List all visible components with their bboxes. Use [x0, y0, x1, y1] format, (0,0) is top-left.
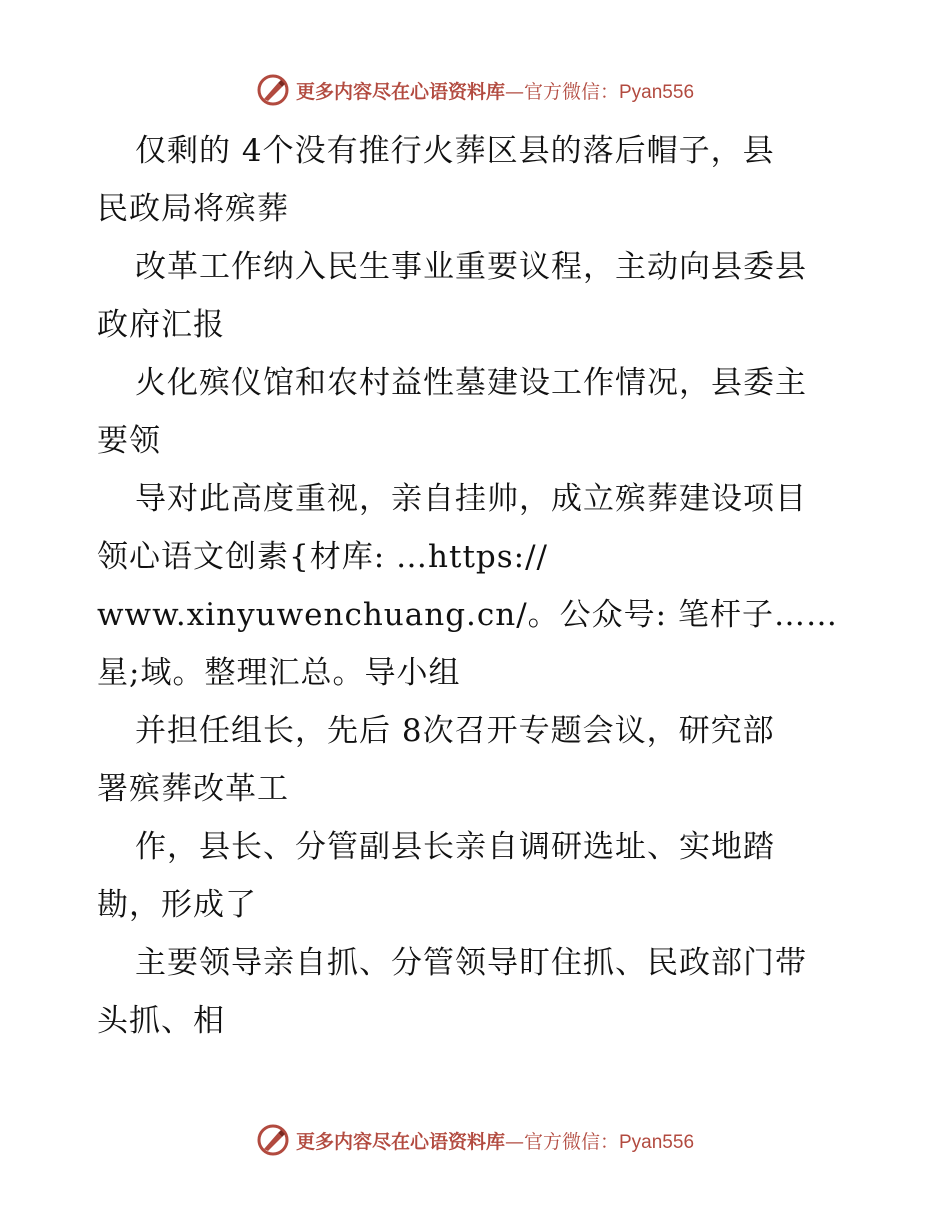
body-line: 勘，形成了: [97, 887, 257, 923]
body-line: www.xinyuwenchuang.cn/。公众号: 笔杆子……: [97, 597, 838, 633]
body-line: 头抓、相: [97, 1003, 225, 1039]
body-line: 领心语文创素{材库: …https://: [97, 539, 548, 575]
footer-banner-text: [296, 1127, 694, 1154]
body-line: 火化殡仪馆和农村益性墓建设工作情况，县委主: [135, 365, 807, 401]
header-banner: [0, 70, 950, 110]
header-wechat-label: 官方微信：: [523, 80, 619, 103]
body-line: 主要领导亲自抓、分管领导盯住抓、民政部门带: [135, 945, 807, 981]
body-line: 要领: [97, 423, 161, 459]
footer-wechat-id: Pyan556: [619, 1131, 695, 1153]
footer-banner: [0, 1120, 950, 1160]
header-separator: —: [504, 80, 524, 103]
header-wechat-id: Pyan556: [619, 81, 695, 103]
header-banner-text: [296, 77, 694, 104]
body-line: 导对此高度重视，亲自挂帅，成立殡葬建设项目: [135, 481, 807, 517]
body-line: 仅剩的 4个没有推行火葬区县的落后帽子，县: [135, 133, 775, 169]
body-line: 民政局将殡葬: [97, 191, 289, 227]
body-line: 星;域。整理汇总。导小组: [97, 655, 461, 691]
body-line: 改革工作纳入民生事业重要议程，主动向县委县: [135, 249, 807, 285]
body-line: 并担任组长，先后 8次召开专题会议，研究部: [135, 713, 775, 749]
body-line: 政府汇报: [97, 307, 225, 343]
footer-separator: —: [504, 1130, 524, 1153]
pen-logo-icon: [256, 73, 290, 107]
body-line: 署殡葬改革工: [97, 771, 289, 807]
pen-logo-icon: [256, 1123, 290, 1157]
footer-site-name: 更多内容尽在心语资料库: [295, 1130, 505, 1153]
document-body: [97, 122, 857, 1050]
footer-wechat-label: 官方微信：: [523, 1130, 619, 1153]
header-site-name: 更多内容尽在心语资料库: [295, 80, 505, 103]
body-line: 作，县长、分管副县长亲自调研选址、实地踏: [135, 829, 775, 865]
